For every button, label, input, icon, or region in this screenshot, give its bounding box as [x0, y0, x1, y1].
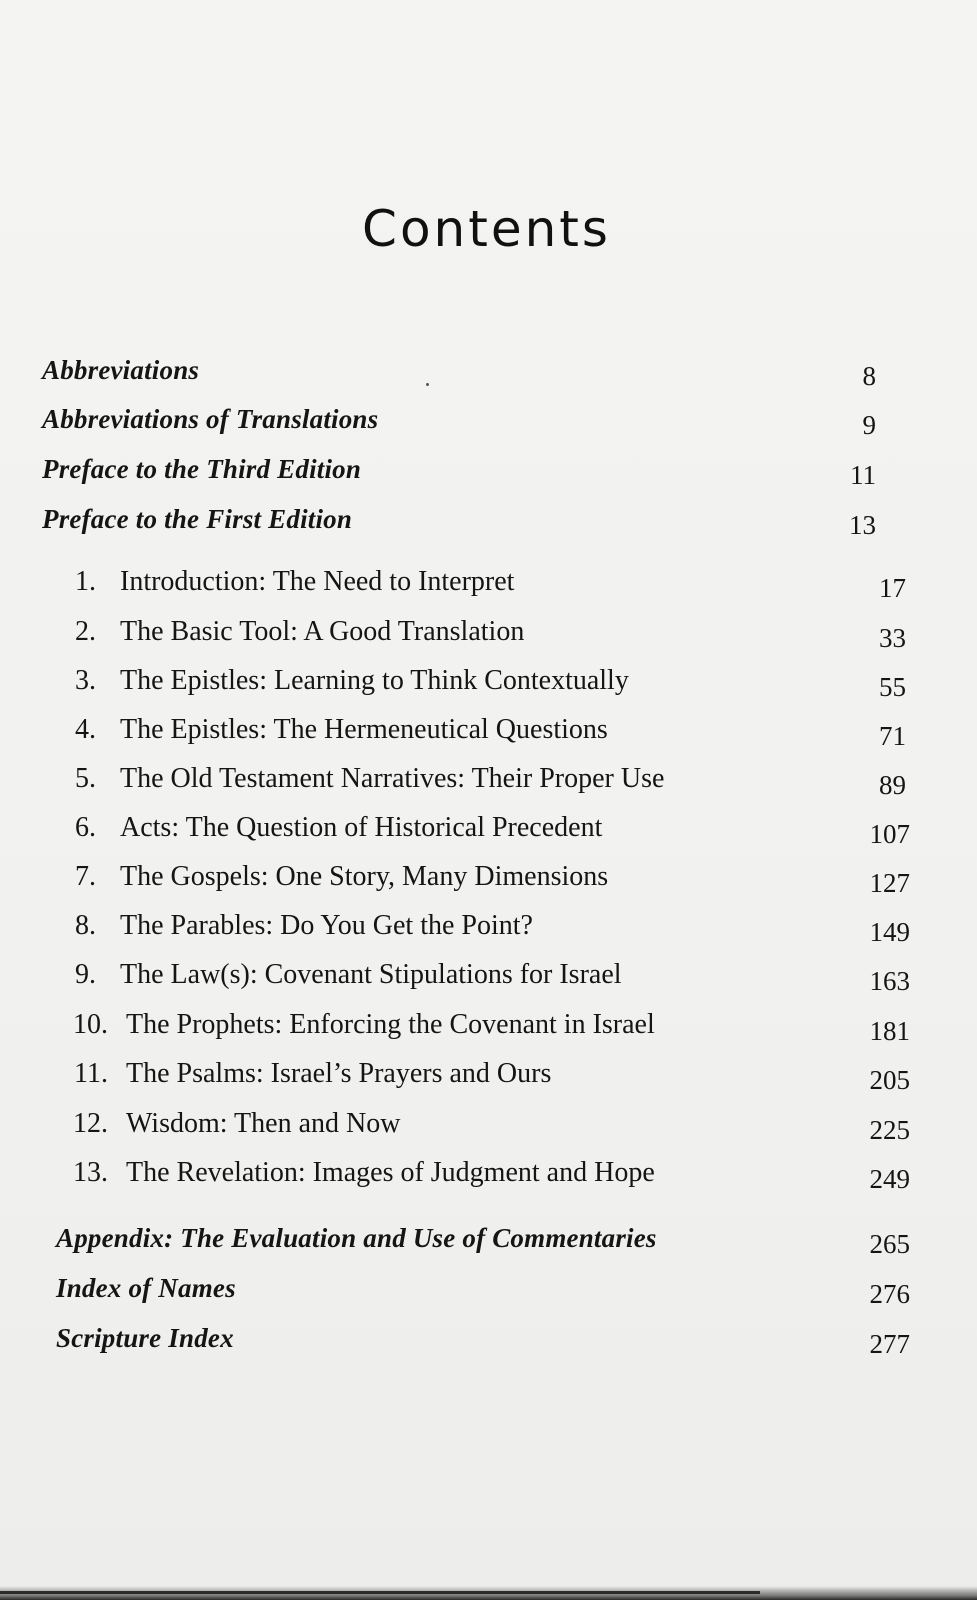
- entry-title: The Epistles: The Hermeneutical Questions: [120, 714, 608, 745]
- back-matter-entry: [56, 1218, 910, 1259]
- chapter-entry: [66, 955, 910, 996]
- chapter-entry: [66, 710, 906, 751]
- page-number: 149: [869, 917, 910, 947]
- chapter-entry: [66, 808, 910, 849]
- entry-title: Introduction: The Need to Interpret: [120, 566, 515, 597]
- chapter-number: 11.: [74, 1058, 108, 1089]
- page-number: 276: [869, 1279, 910, 1309]
- chapter-entry: [66, 1054, 910, 1095]
- entry-title: Index of Names: [56, 1273, 236, 1303]
- chapter-entry: [66, 612, 906, 653]
- entry-title: Preface to the First Edition: [42, 504, 353, 534]
- entry-title: The Law(s): Covenant Stipulations for Israel: [120, 959, 622, 990]
- page-number: 127: [869, 868, 910, 898]
- entry-title: The Revelation: Images of Judgment and Hope: [126, 1157, 655, 1188]
- chapter-number: 10.: [73, 1009, 108, 1040]
- entry-title: Wisdom: Then and Now: [126, 1108, 401, 1139]
- back-matter-entry: [56, 1268, 910, 1309]
- page-number: 163: [869, 966, 910, 996]
- chapter-number: 4.: [75, 714, 96, 745]
- back-matter-entry: [56, 1318, 910, 1359]
- page-number: 107: [869, 819, 910, 849]
- page-number: 9: [862, 410, 876, 440]
- chapter-entry: [66, 759, 906, 800]
- page-edge-line: [0, 1591, 760, 1594]
- chapter-entry: [66, 1104, 910, 1145]
- chapter-number: 2.: [75, 616, 96, 647]
- page-number: 205: [869, 1065, 910, 1095]
- page-number: 13: [849, 510, 876, 540]
- front-matter-entry: [42, 350, 876, 391]
- chapter-number: 5.: [75, 763, 96, 794]
- chapter-number: 8.: [75, 910, 96, 941]
- page-number: 17: [879, 573, 906, 603]
- page-number: 8: [862, 361, 876, 391]
- entry-title: The Epistles: Learning to Think Contextually: [120, 665, 629, 696]
- entry-title: Abbreviations: [42, 355, 200, 385]
- page-number: 277: [869, 1329, 910, 1359]
- entry-title: The Psalms: Israel’s Prayers and Ours: [126, 1058, 552, 1089]
- page-number: 225: [869, 1115, 910, 1145]
- front-matter-entry: [42, 399, 876, 440]
- chapter-entry: [66, 1005, 910, 1046]
- page-number: 11: [850, 460, 876, 490]
- entry-title: Scripture Index: [56, 1323, 234, 1353]
- chapter-number: 7.: [75, 861, 96, 892]
- chapter-entry: [66, 562, 906, 603]
- entry-title: Preface to the Third Edition: [42, 454, 362, 484]
- entry-title: Acts: The Question of Historical Precedent: [120, 812, 603, 843]
- page-number: 181: [869, 1016, 910, 1046]
- chapter-number: 3.: [75, 665, 96, 696]
- page-number: 71: [879, 721, 906, 751]
- front-matter-entry: [42, 499, 876, 540]
- entry-title: Abbreviations of Translations: [42, 404, 379, 434]
- entry-title: The Old Testament Narratives: Their Proper Use: [120, 763, 665, 794]
- entry-title: The Prophets: Enforcing the Covenant in Israel: [126, 1009, 655, 1040]
- page-number: 55: [879, 672, 906, 702]
- page-number: 249: [869, 1164, 910, 1194]
- entry-title: Appendix: The Evaluation and Use of Commentaries: [56, 1223, 657, 1253]
- page-number: 265: [869, 1229, 910, 1259]
- chapter-number: 12.: [73, 1108, 108, 1139]
- chapter-number: 1.: [75, 566, 96, 597]
- page-number: 33: [879, 623, 906, 653]
- chapter-entry: [66, 906, 910, 947]
- page-title: Contents: [362, 199, 611, 258]
- entry-title: The Gospels: One Story, Many Dimensions: [120, 861, 609, 892]
- chapter-entry: [66, 661, 906, 702]
- chapter-entry: [66, 857, 910, 898]
- chapter-number: 6.: [75, 812, 96, 843]
- front-matter-entry: [42, 449, 876, 490]
- chapter-number: 13.: [73, 1157, 108, 1188]
- entry-title: The Basic Tool: A Good Translation: [120, 616, 525, 647]
- page-number: 89: [879, 770, 906, 800]
- chapter-entry: [66, 1153, 910, 1194]
- chapter-number: 9.: [75, 959, 96, 990]
- entry-title: The Parables: Do You Get the Point?: [120, 910, 533, 941]
